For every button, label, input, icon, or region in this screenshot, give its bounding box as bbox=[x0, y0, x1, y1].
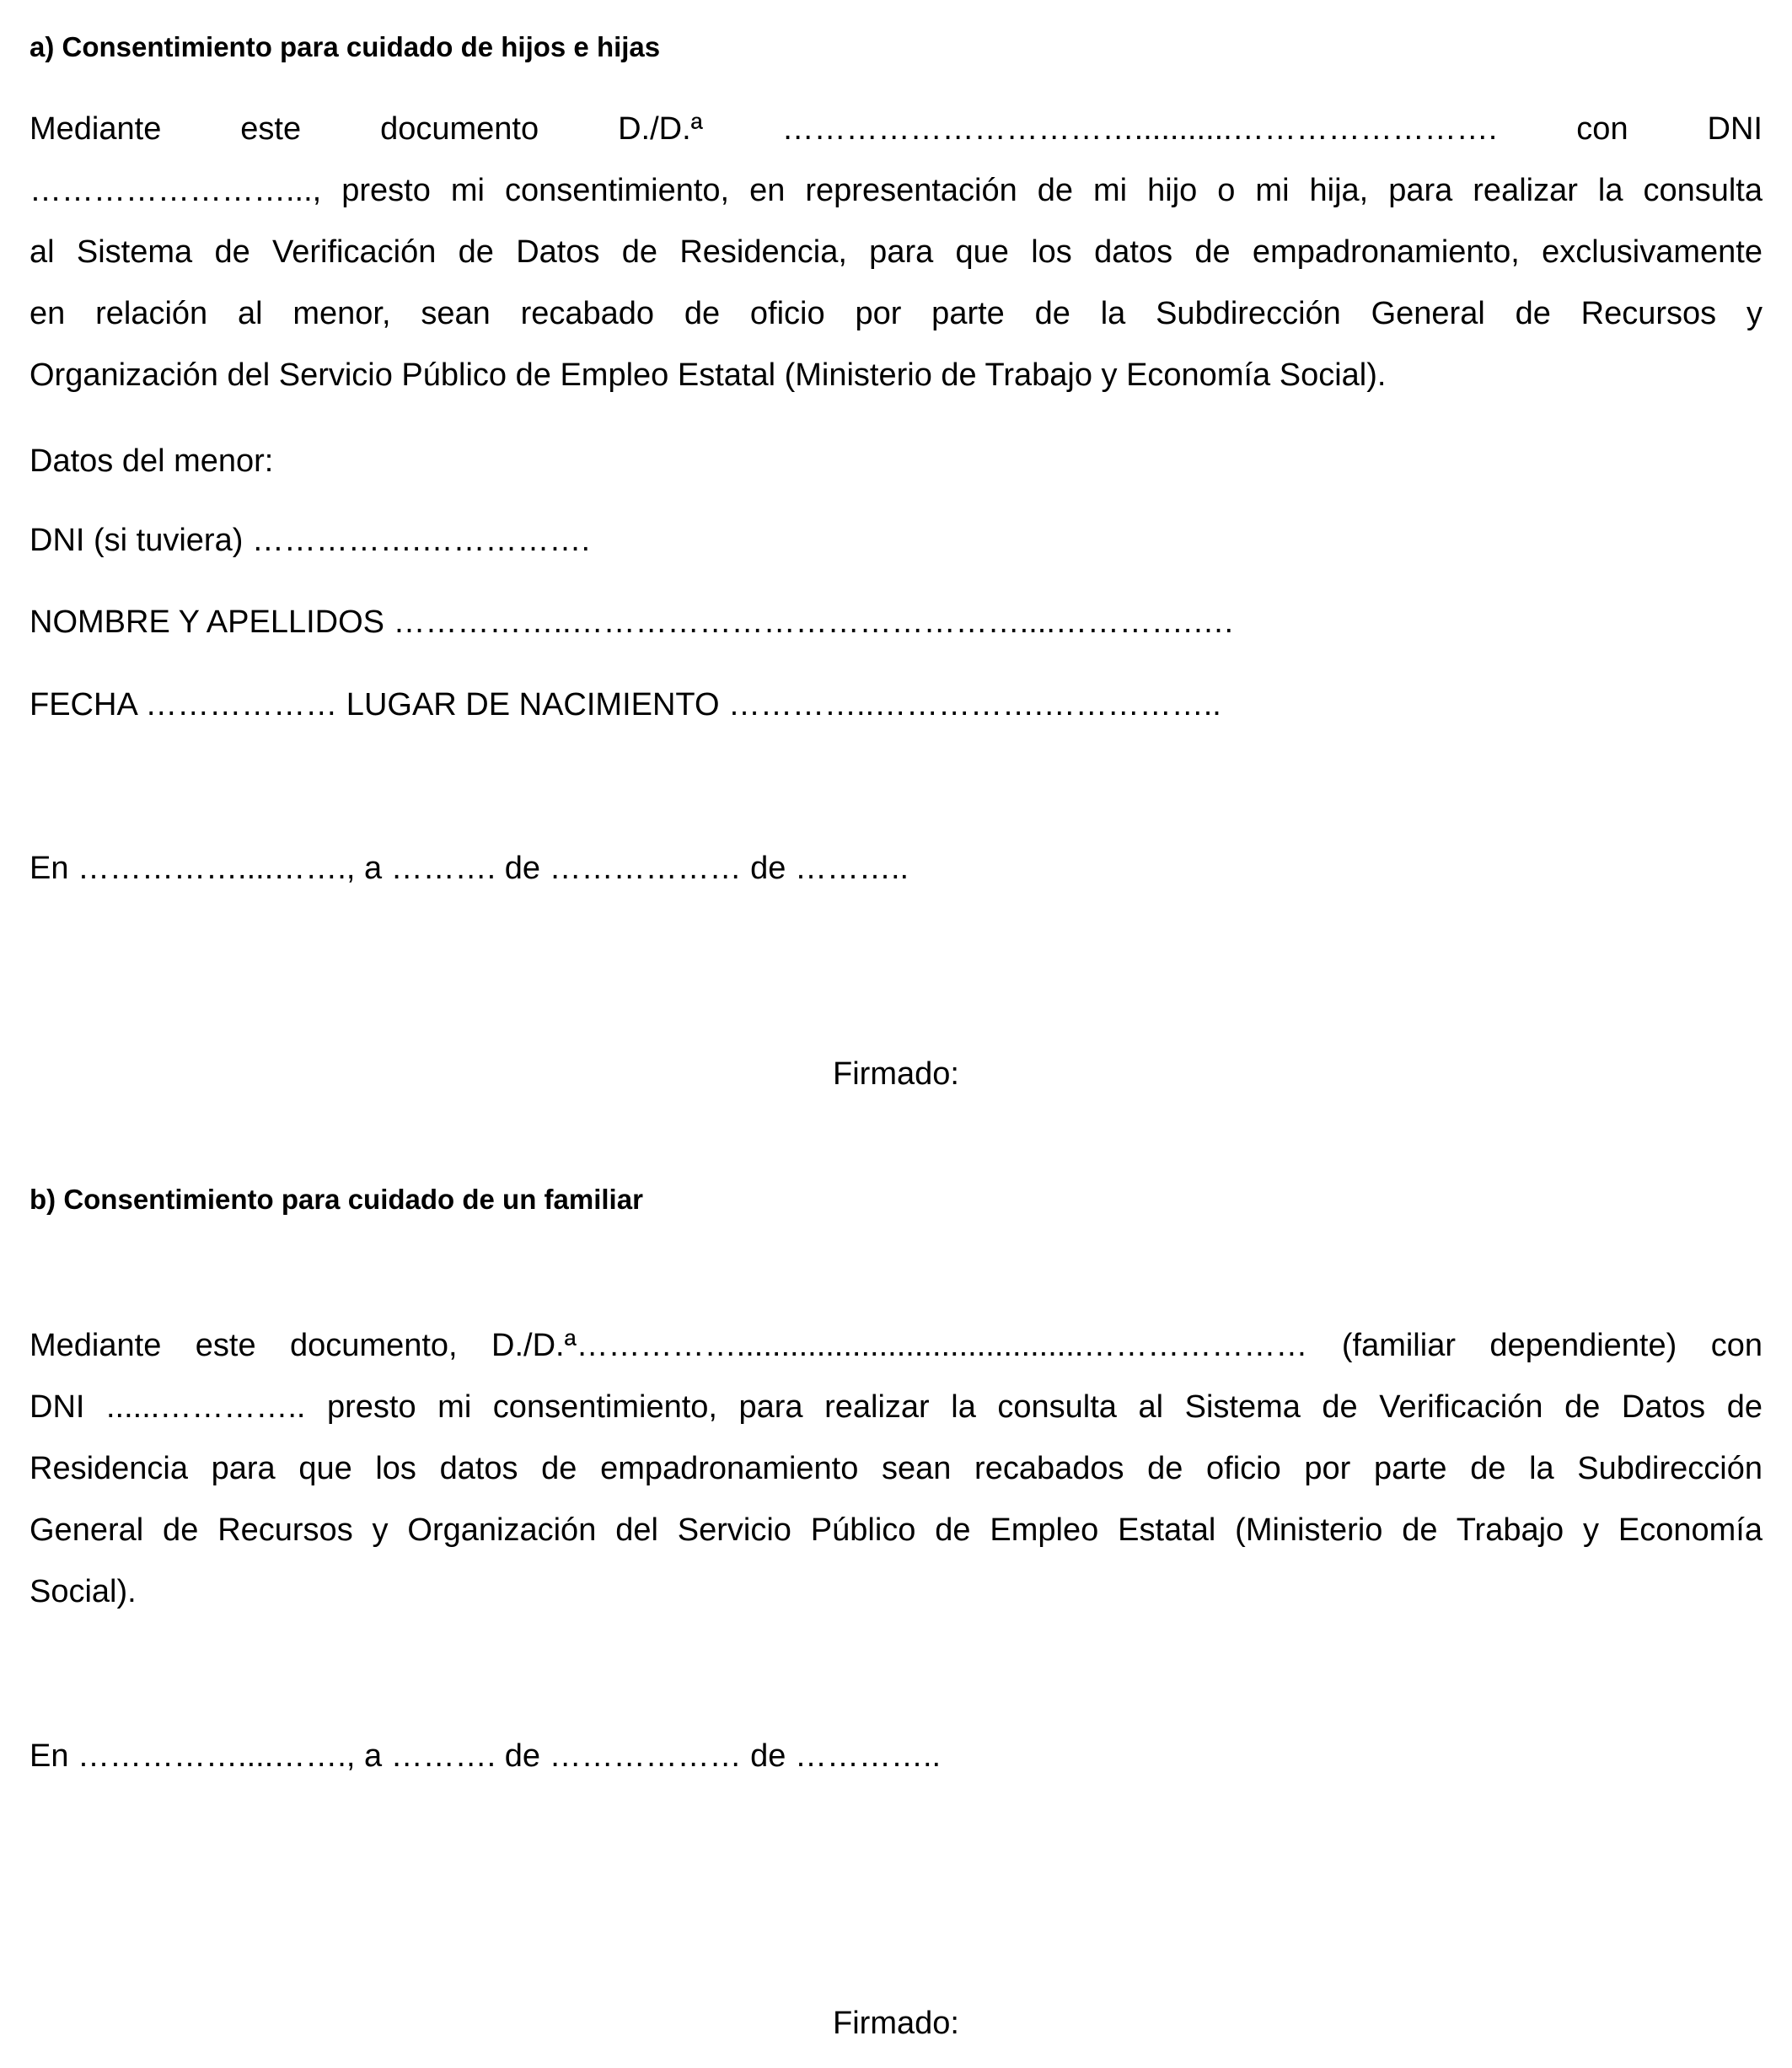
minor-name-field: NOMBRE Y APELLIDOS ……………..……………………………………....………….…. bbox=[30, 604, 1234, 640]
minor-birth-field: FECHA ……………… LUGAR DE NACIMIENTO …………..…………….…………….. bbox=[30, 687, 1221, 722]
section-b-heading: b) Consentimiento para cuidado de un familiar bbox=[30, 1184, 643, 1215]
section-a-signature: Firmado: bbox=[833, 1056, 959, 1092]
minor-data-label: Datos del menor: bbox=[30, 443, 274, 479]
minor-dni-field: DNI (si tuviera) …………….……………. bbox=[30, 523, 591, 558]
section-b-paragraph bbox=[30, 1315, 1762, 1623]
paragraph-line: Organización del Servicio Público de Empleo Estatal (Ministerio de Trabajo y Economía Social). bbox=[30, 357, 1387, 393]
paragraph-line: ……………………..., presto mi consentimiento, en representación de mi hijo o mi hija, para realizar la consulta bbox=[30, 173, 1762, 208]
paragraph-line: en relación al menor, sean recabado de oficio por parte de la Subdirección General de Recursos y bbox=[30, 296, 1762, 331]
paragraph-line: Social). bbox=[30, 1574, 137, 1609]
paragraph-line: Residencia para que los datos de empadronamiento sean recabados de oficio por parte de la Subdirección bbox=[30, 1451, 1762, 1486]
paragraph-line: al Sistema de Verificación de Datos de Residencia, para que los datos de empadronamiento, exclusivamente bbox=[30, 234, 1762, 270]
paragraph-line: Mediante este documento, D./D.ª…………….......................................………………… (familiar dependiente) con bbox=[30, 1328, 1762, 1363]
paragraph-line: Mediante este documento D./D.ª ……………………………...........……………………. con DNI bbox=[30, 111, 1762, 147]
section-b-signature: Firmado: bbox=[833, 2006, 959, 2041]
section-b-place-date: En ……………....……., a ………. de ……………… de ………….. bbox=[30, 1738, 942, 1774]
section-a-heading: a) Consentimiento para cuidado de hijos e hijas bbox=[30, 31, 661, 62]
section-a-place-date: En ……………....……., a ………. de ……………… de ……….. bbox=[30, 851, 909, 886]
section-a-paragraph bbox=[30, 99, 1762, 406]
paragraph-line: DNI ......………….. presto mi consentimiento, para realizar la consulta al Sistema de Verificación de Datos de bbox=[30, 1389, 1762, 1425]
paragraph-line: General de Recursos y Organización del Servicio Público de Empleo Estatal (Ministerio de Trabajo y Economía bbox=[30, 1512, 1762, 1548]
